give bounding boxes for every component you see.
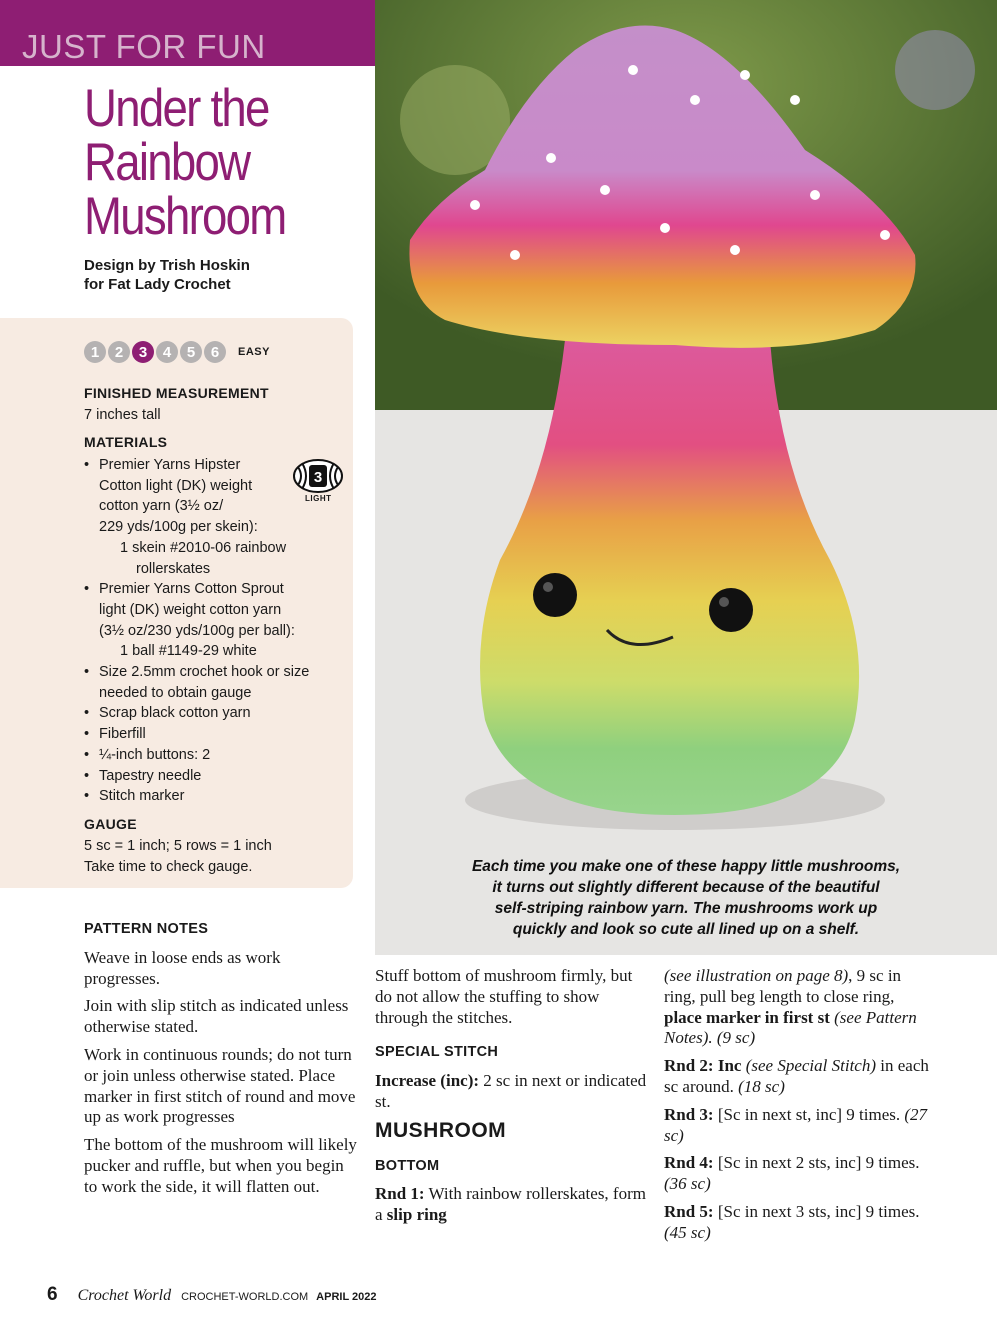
pattern-notes-heading: PATTERN NOTES (84, 921, 209, 937)
skill-level-indicator (84, 341, 270, 363)
material-item-line: cotton yarn (3½ oz/ (99, 498, 224, 515)
stitch-count: (27 sc) (664, 1104, 928, 1145)
material-item-line: 1 skein #2010-06 rainbow (120, 539, 287, 556)
pattern-notes-column (84, 919, 359, 1205)
gauge-text: 5 sc = 1 inch; 5 rows = 1 inch (84, 838, 272, 854)
round-label: Rnd 2: Inc (664, 1056, 742, 1076)
bottom-heading: BOTTOM (375, 1157, 440, 1174)
caption-line: self-striping rainbow yarn. The mushrooms work up (494, 900, 878, 917)
round-label: Rnd 5: (664, 1201, 714, 1221)
photo-caption (375, 856, 997, 940)
material-item: • Premier Yarns Hipster (84, 455, 334, 476)
stitch-count: (36 sc) (664, 1174, 711, 1194)
gauge-heading: GAUGE (84, 816, 137, 832)
round-italic: (see illustration on page 8) (664, 966, 849, 985)
issue-date: APRIL 2022 (316, 1291, 377, 1303)
material-item: • Fiberfill (84, 724, 334, 745)
round-text: in each sc around. (664, 1056, 929, 1096)
material-item: • Tapestry needle (84, 766, 334, 787)
title-line: Mushroom (84, 187, 286, 246)
byline-line: Design by Trish Hoskin (84, 257, 250, 274)
section-label: JUST FOR FUN (22, 28, 266, 65)
material-item: • ¼-inch buttons: 2 (84, 745, 334, 766)
round-text: With rainbow rollerskates, form a (375, 1184, 646, 1225)
material-item: • Premier Yarns Cotton Sprout (84, 579, 334, 600)
yarn-weight-number: 3 (313, 469, 323, 486)
page-title (84, 79, 325, 246)
round-3 (664, 1105, 934, 1147)
special-stitch-heading: SPECIAL STITCH (375, 1044, 499, 1061)
gauge-text: Take time to check gauge. (84, 859, 253, 875)
round-text: [Sc in next 3 sts, inc] 9 times. (713, 1201, 920, 1221)
magazine-website: CROCHET-WORLD.COM (181, 1291, 309, 1303)
mushroom-heading: MUSHROOM (375, 1118, 507, 1142)
page-footer (47, 1284, 377, 1306)
round-text: [Sc in next st, inc] 9 times. (713, 1104, 905, 1124)
material-item-line: 1 ball #1149-29 white (120, 643, 257, 660)
material-item-line: 229 yds/100g per skein): (99, 519, 258, 536)
round-5 (664, 1202, 934, 1244)
skill-level-dot: 2 (108, 341, 130, 363)
material-item: • Size 2.5mm crochet hook or size (84, 662, 334, 683)
skill-level-dot: 5 (180, 341, 202, 363)
yarn-weight-label: LIGHT (305, 494, 332, 503)
finished-measurement-text: 7 inches tall (84, 407, 161, 423)
round-italic: (see Special Stitch) (741, 1056, 876, 1076)
skill-level-label: EASY (238, 346, 270, 358)
pattern-note: Weave in loose ends as work progresses. (84, 947, 281, 988)
right-eye (709, 588, 753, 632)
stitch-count: (45 sc) (664, 1222, 711, 1242)
designer-byline (84, 256, 250, 294)
skill-level-dot-active: 3 (132, 341, 154, 363)
materials-list (84, 455, 334, 807)
round-text: , 9 sc in ring, pull beg length to close ring, (664, 966, 902, 1006)
instructions-column-2 (375, 966, 650, 1233)
round-4 (664, 1153, 934, 1195)
skill-level-dot: 4 (156, 341, 178, 363)
special-stitch-text (375, 1071, 650, 1113)
round-bold: slip ring (386, 1205, 447, 1225)
round-label: Rnd 3: (664, 1104, 714, 1124)
material-item-line: needed to obtain gauge (99, 684, 252, 701)
stitch-count: (18 sc) (738, 1076, 785, 1096)
title-line: Rainbow (84, 133, 250, 192)
special-stitch-definition: 2 sc in next or indicated st. (375, 1071, 647, 1111)
page-number: 6 (47, 1284, 58, 1305)
material-item: • Stitch marker (84, 786, 334, 807)
round-2 (664, 1056, 934, 1098)
mushroom-photo (375, 0, 997, 955)
finished-measurement-heading: FINISHED MEASUREMENT (84, 385, 269, 401)
byline-line: for Fat Lady Crochet (84, 276, 231, 293)
material-item-line: light (DK) weight cotton yarn (99, 601, 282, 618)
round-1 (375, 1184, 650, 1226)
pattern-note: The bottom of the mushroom will likely pucker and ruffle, but when you begin to work the side, it will flatten out. (84, 1135, 357, 1196)
materials-heading: MATERIALS (84, 434, 168, 450)
material-item-line: Cotton light (DK) weight (99, 477, 253, 494)
round-text: [Sc in next 2 sts, inc] 9 times. (713, 1153, 920, 1173)
round-italic: (see Pattern Notes). (9 sc) (664, 1007, 917, 1048)
caption-line: quickly and look so cute all lined up on a shelf. (512, 921, 860, 938)
round-label: Rnd 1: (375, 1184, 425, 1204)
caption-line: Each time you make one of these happy little mushrooms, (471, 858, 901, 875)
magazine-name: Crochet World (77, 1287, 172, 1304)
title-line: Under the (84, 79, 269, 138)
stuffing-note: Stuff bottom of mushroom firmly, but do not allow the stuffing to show through the stitches. (375, 966, 633, 1027)
round-bold: place marker in first st (664, 1007, 830, 1027)
skill-level-dot: 1 (84, 341, 106, 363)
skill-level-dot: 6 (204, 341, 226, 363)
material-item: • Scrap black cotton yarn (84, 703, 334, 724)
left-eye (533, 573, 577, 617)
pattern-note: Work in continuous rounds; do not turn or join unless otherwise stated. Place marker in first stitch of round and move up as work progresses (84, 1044, 356, 1127)
pattern-note: Join with slip stitch as indicated unless otherwise stated. (84, 996, 349, 1037)
instructions-column-3 (664, 966, 934, 1251)
material-item-line: rollerskates (136, 560, 211, 577)
crochet-mushroom-illustration (375, 0, 997, 955)
material-item-line: (3½ oz/230 yds/100g per ball): (99, 622, 295, 639)
special-stitch-term: Increase (inc): (375, 1071, 480, 1091)
caption-line: it turns out slightly different because of the beautiful (492, 879, 880, 896)
round-label: Rnd 4: (664, 1153, 714, 1173)
round-1-continued (664, 966, 934, 1049)
